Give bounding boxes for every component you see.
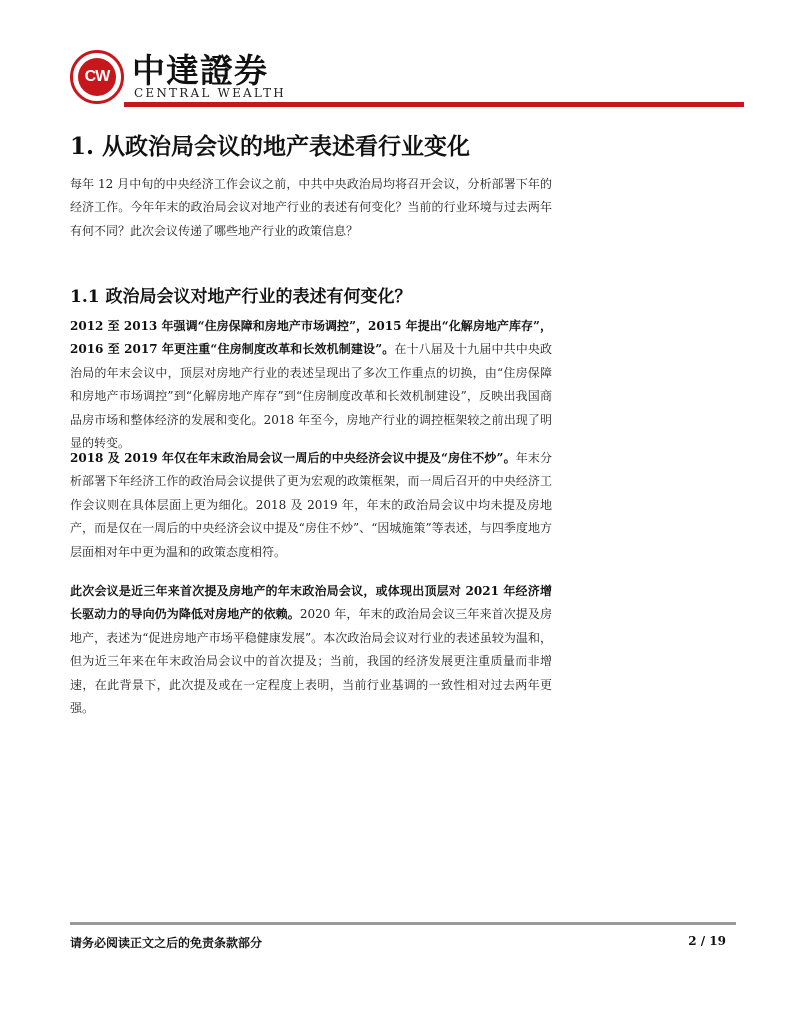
footer-disclaimer: 请务必阅读正文之后的免责条款部分 xyxy=(70,936,263,950)
logo-english-name: CENTRAL WEALTH xyxy=(134,86,286,100)
paragraph-1-lead: 2012 至 2013 年强调“住房保障和房地产市场调控”，2015 年提出“化解房地产库存”，2016 至 2017 年更注重“住房制度改革和长效机制建设”。 xyxy=(70,319,552,357)
intro-paragraph: 每年 12 月中旬的中央经济工作会议之前，中共中央政治局均将召开会议，分析部署下年的经济工作。今年年末的政治局会议对地产行业的表述有何变化？当前的行业环境与过去两年有何不同？此次会议传递了哪些地产行业的政策信息？ xyxy=(70,177,552,238)
header-divider xyxy=(124,102,744,107)
logo-mark-text: CW xyxy=(78,58,116,96)
company-logo xyxy=(70,45,300,105)
paragraph-3 xyxy=(70,580,552,720)
logo-mark-icon xyxy=(70,50,124,104)
subsection-title: 1.1 政治局会议对地产行业的表述有何变化？ xyxy=(70,287,412,307)
paragraph-2-body: 年末分析部署下年经济工作的政治局会议提供了更为宏观的政策框架，而一周后召开的中央经济工作会议则在具体层面上更为细化。2018 及 2019 年，年末的政治局会议中均未提及房地产，而是仅在一周后的中央经济会议中提及“房住不炒”、“因城施策”等表述，与四季度地方层面相对年中更为温和的政策态度相符。 xyxy=(70,451,552,559)
paragraph-1 xyxy=(70,315,552,455)
page-number: 2 / 19 xyxy=(688,934,726,948)
paragraph-2-lead: 2018 及 2019 年仅在年末政治局会议一周后的中央经济会议中提及“房住不炒”。 xyxy=(70,451,516,465)
section-title: 1. 从政治局会议的地产表述看行业变化 xyxy=(70,133,471,160)
footer-divider xyxy=(70,922,736,925)
paragraph-1-body: 在十八届及十九届中共中央政治局的年末会议中，顶层对房地产行业的表述呈现出了多次工作重点的切换，由“住房保障和房地产市场调控”到“化解房地产库存”到“住房制度改革和长效机制建设”，反映出我国商品房市场和整体经济的发展和变化。2018 年至今，房地产行业的调控框架较之前出现了明显的转变。 xyxy=(70,342,552,451)
paragraph-3-body: 2020 年，年末的政治局会议三年来首次提及房地产，表述为“促进房地产市场平稳健康发展”。本次政治局会议对行业的表述虽较为温和，但为近三年来在年末政治局会议中的首次提及；当前，我国的经济发展更注重质量而非增速，在此背景下，此次提及或在一定程度上表明，当前行业基调的一致性相对过去两年更强。 xyxy=(70,607,552,716)
logo-chinese-name: 中達證券 xyxy=(132,51,268,90)
paragraph-3-lead: 此次会议是近三年来首次提及房地产的年末政治局会议，或体现出顶层对 2021 年经济增长驱动力的导向仍为降低对房地产的依赖。 xyxy=(70,584,552,622)
paragraph-2 xyxy=(70,447,552,564)
